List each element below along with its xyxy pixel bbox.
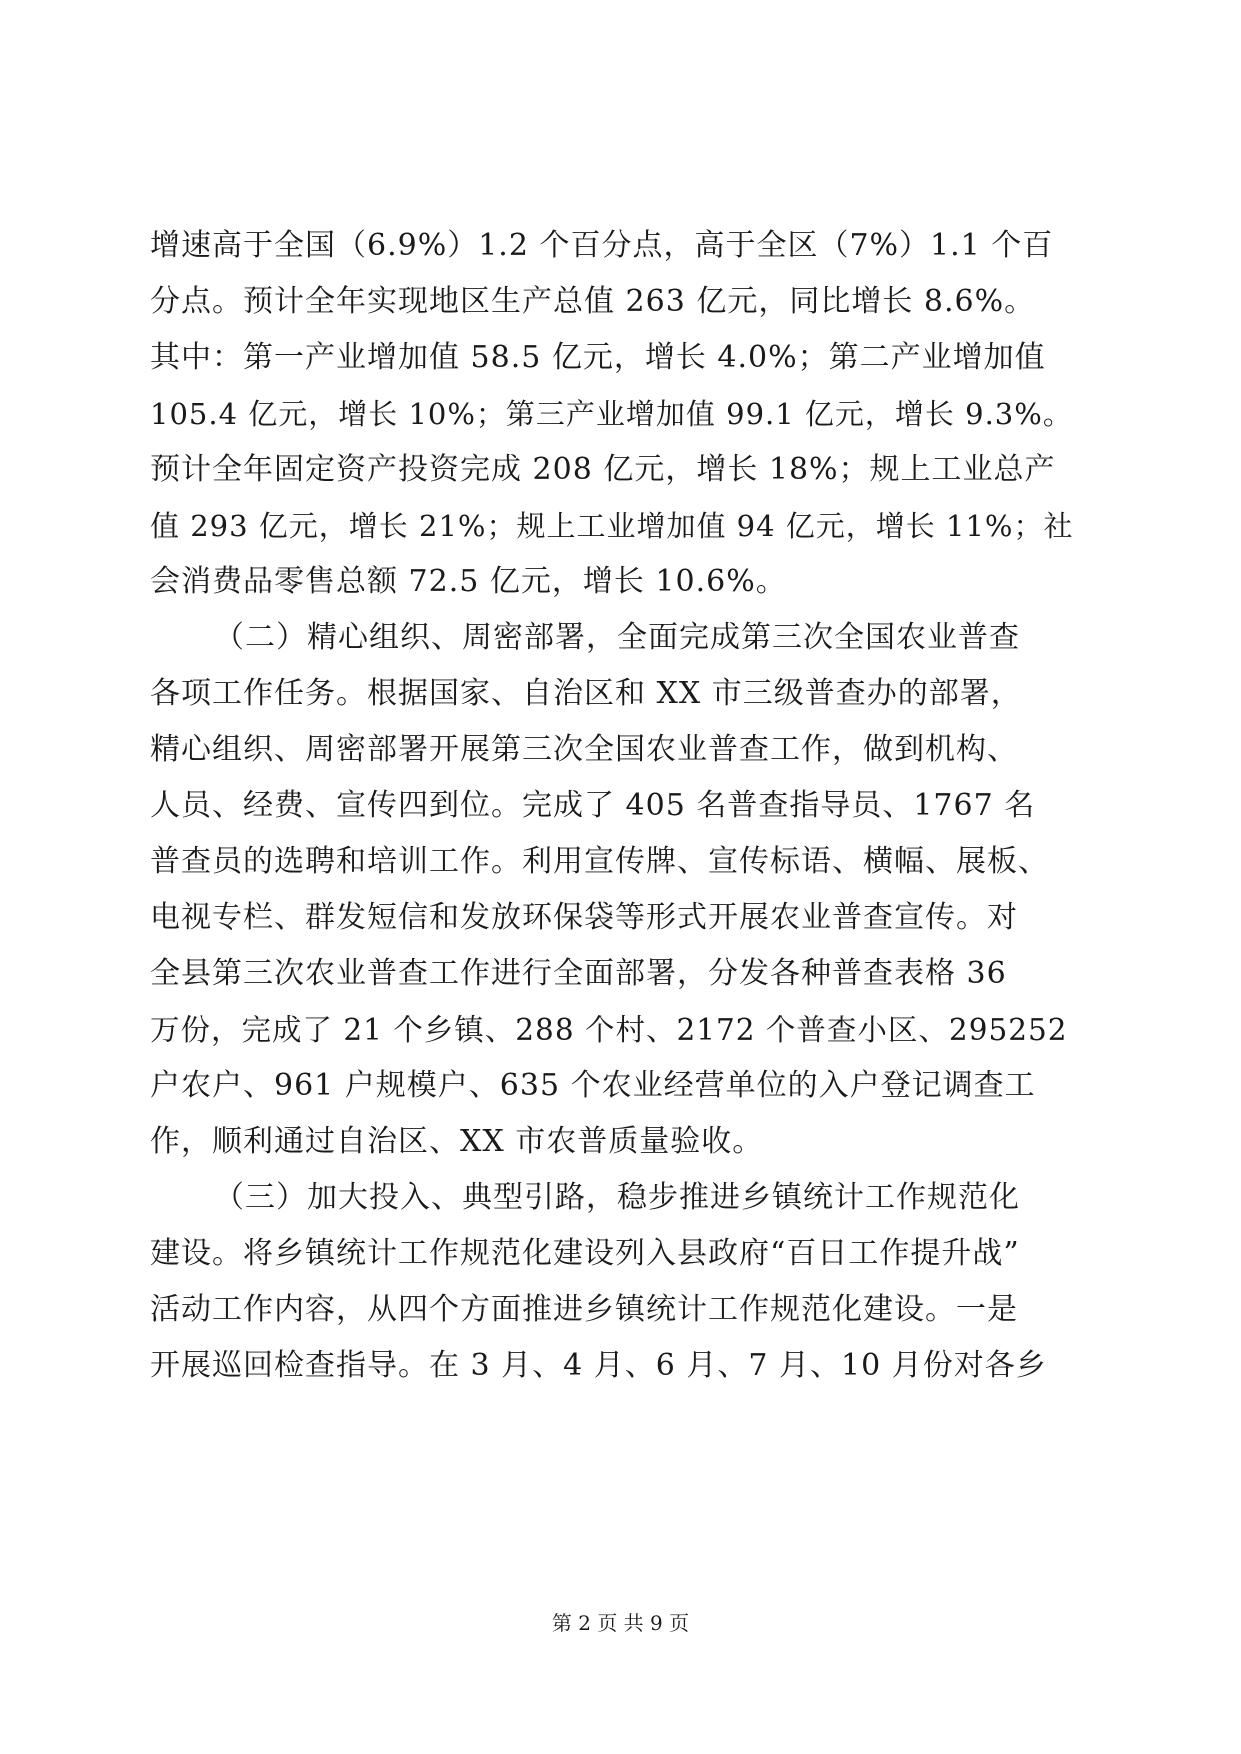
- text-line: 105.4 亿元，增长 10%；第三产业增加值 99.1 亿元，增长 9.3%。: [150, 397, 1073, 431]
- text-line: 值 293 亿元，增长 21%；规上工业增加值 94 亿元，增长 11%；社: [150, 509, 1074, 543]
- text-line: 普查员的选聘和培训工作。利用宣传牌、宣传标语、横幅、展板、: [150, 844, 1049, 879]
- text-line: 活动工作内容，从四个方面推进乡镇统计工作规范化建设。一是: [150, 1292, 1018, 1327]
- text-line: 分点。预计全年实现地区生产总值 263 亿元，同比增长 8.6%。: [150, 284, 1036, 319]
- text-line: 各项工作任务。根据国家、自治区和 XX 市三级普查办的部署，: [150, 676, 1022, 711]
- page-number-footer: 第 2 页 共 9 页: [551, 1611, 690, 1635]
- text-line: 人员、经费、宣传四到位。完成了 405 名普查指导员、1767 名: [150, 788, 1036, 823]
- text-line: 预计全年固定资产投资完成 208 亿元，增长 18%；规上工业总产: [150, 452, 1056, 487]
- text-line: 其中：第一产业增加值 58.5 亿元，增长 4.0%；第二产业增加值: [150, 340, 1046, 375]
- text-line: 全县第三次农业普查工作进行全面部署，分发各种普查表格 36: [150, 956, 1007, 991]
- text-line: 户农户、961 户规模户、635 个农业经营单位的入户登记调查工: [150, 1068, 1036, 1103]
- text-line: 万份，完成了 21 个乡镇、288 个村、2172 个普查小区、295252: [150, 1013, 1068, 1047]
- text-line: 作，顺利通过自治区、XX 市农普质量验收。: [150, 1124, 764, 1159]
- section-heading-line: （三）加大投入、典型引路，稳步推进乡镇统计工作规范化: [214, 1180, 1020, 1215]
- text-line: 会消费品零售总额 72.5 亿元，增长 10.6%。: [150, 564, 787, 599]
- text-line: 建设。将乡镇统计工作规范化建设列入县政府“百日工作提升战”: [150, 1236, 1020, 1271]
- text-line: 开展巡回检查指导。在 3 月、4 月、6 月、7 月、10 月份对各乡: [150, 1348, 1047, 1383]
- text-line: 增速高于全国（6.9%）1.2 个百分点，高于全区（7%）1.1 个百: [150, 228, 1054, 263]
- text-line: 精心组织、周密部署开展第三次全国农业普查工作，做到机构、: [150, 732, 1018, 767]
- text-line: 电视专栏、群发短信和发放环保袋等形式开展农业普查宣传。对: [150, 900, 1018, 935]
- section-heading-line: （二）精心组织、周密部署，全面完成第三次全国农业普查: [214, 620, 1020, 655]
